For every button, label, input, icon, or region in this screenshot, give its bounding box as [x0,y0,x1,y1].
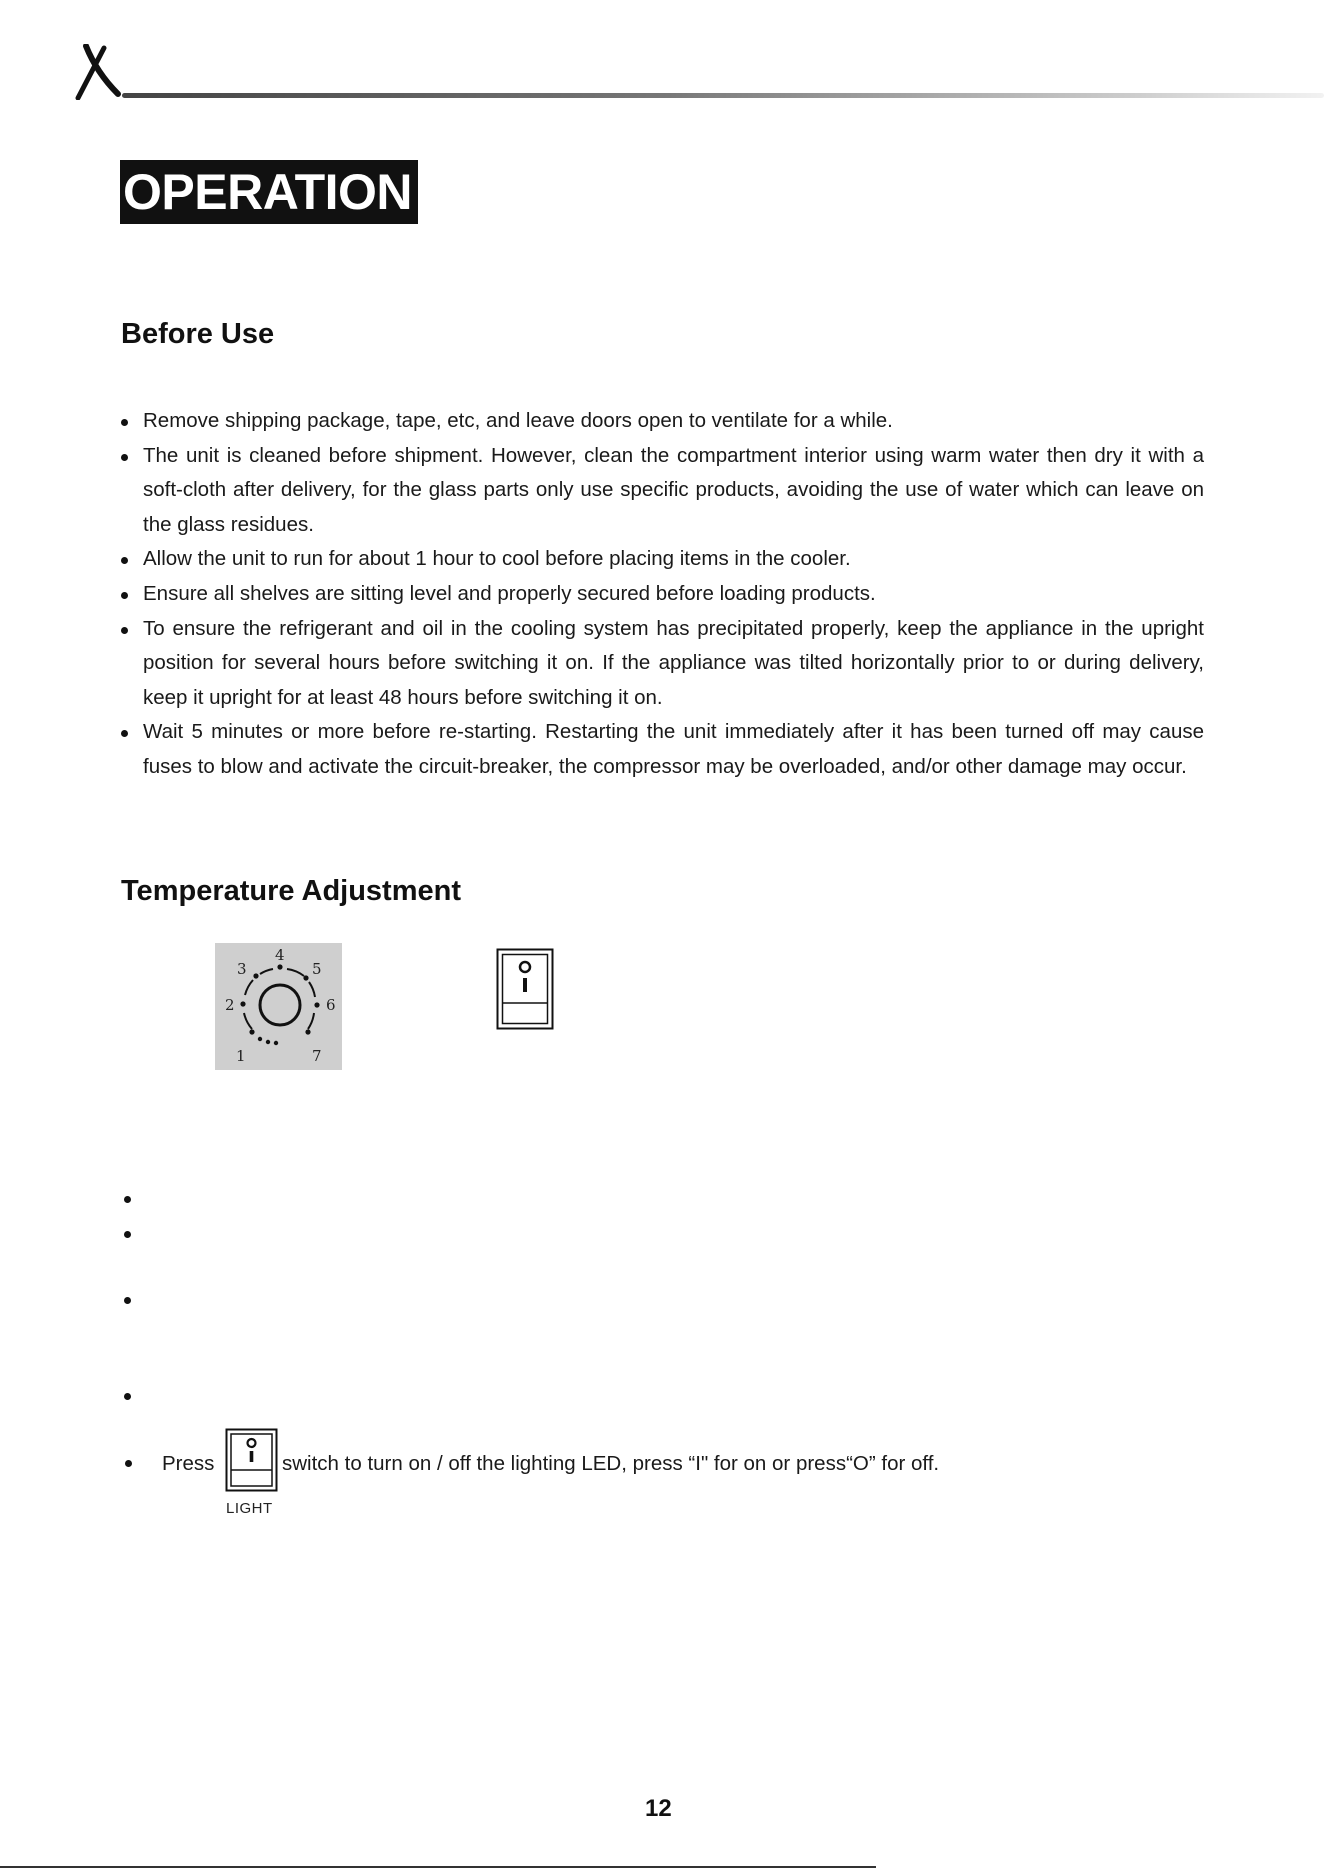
bullet-icon [121,419,128,426]
bullet-icon [124,1297,131,1304]
thermostat-dial-icon [215,943,342,1070]
bullet-icon [121,627,128,634]
list-item: Remove shipping package, tape, etc, and leave doors open to ventilate for a while. [119,404,1204,439]
dial-number-5: 5 [312,960,322,978]
brand-logo-icon [74,44,134,100]
dial-number-4: 4 [275,946,285,964]
page-number: 12 [645,1795,672,1822]
footer-rule [0,1866,876,1868]
light-switch-icon [225,1428,278,1492]
dial-number-2: 2 [225,996,235,1014]
rocker-switch-icon [496,948,554,1030]
section-title: OPERATION [120,160,418,224]
list-item: Allow the unit to run for about 1 hour to cool before placing items in the cooler. [119,542,1204,577]
before-use-list [119,404,1204,785]
dial-number-6: 6 [326,996,336,1014]
bullet-icon [124,1393,131,1400]
header-rule [122,93,1324,98]
list-item: Wait 5 minutes or more before re-starting. Restarting the unit immediately after it has been turned off may cause fuses to blow and activate the circuit-breaker, the compressor may be overloaded, and/or other damage may occur. [119,715,1204,784]
bullet-icon [121,730,128,737]
list-item: To ensure the refrigerant and oil in the cooling system has precipitated properly, keep the appliance in the upright position for several hours before switching it on. If the appliance was tilted horizontally prior to or during delivery, keep it upright for at least 48 hours before switching it on. [119,612,1204,716]
list-item: Ensure all shelves are sitting level and properly secured before loading products. [119,577,1204,612]
bullet-icon [121,592,128,599]
light-instruction: switch to turn on / off the lighting LED, press “I" for on or press“O” for off. [282,1452,940,1475]
list-item: The unit is cleaned before shipment. However, clean the compartment interior using warm water then dry it with a soft-cloth after delivery, for the glass parts only use specific products, avoiding the use of water which can leave on the glass residues. [119,439,1204,543]
press-label: Press [162,1452,215,1475]
bullet-icon [125,1460,132,1467]
light-caption: LIGHT [226,1500,273,1517]
bullet-icon [124,1231,131,1238]
bullet-icon [124,1196,131,1203]
bullet-icon [121,557,128,564]
dial-number-1: 1 [236,1047,246,1065]
dial-number-3: 3 [237,960,247,978]
heading-temperature-adjustment: Temperature Adjustment [121,875,461,907]
dial-number-7: 7 [312,1047,322,1065]
heading-before-use: Before Use [121,318,275,350]
bullet-icon [121,454,128,461]
